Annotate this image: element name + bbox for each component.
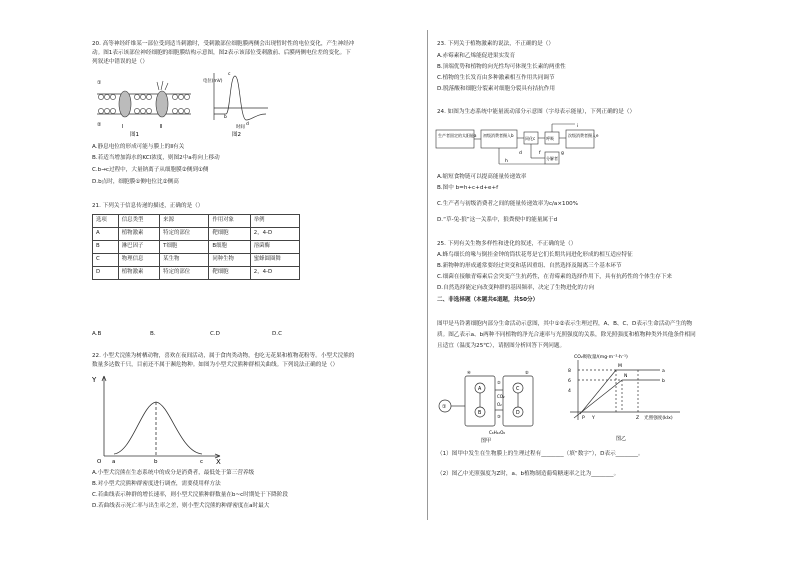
q26-fig-yi-tick-4: 4: [568, 389, 571, 394]
table-cell: 靶细胞: [209, 228, 250, 241]
q20-fig2-caption: 图2: [232, 132, 241, 138]
q26-line-2: 质。图乙表示a、b两种不同植物的净光合速率与光照强度的关系，除光照强度和植物种类外其他条件相同: [437, 332, 696, 338]
q25-option-b: B.新物种的形成通常要经过突变和基因重组、自然选择及隔离三个基本环节: [437, 263, 622, 269]
section-2-heading: 二、非选择题（本题共6道题，共50分）: [437, 297, 539, 303]
q22-option-b: B.对小型犬浣熊种群密度进行调查，需要使用样方法: [92, 481, 221, 487]
table-cell: 2，4-D: [250, 228, 299, 241]
svg-text:Ⅱ: Ⅱ: [160, 124, 163, 130]
q22-line-1: 22. 小型犬浣熊为树栖动物，喜欢在夜间活动，属于食肉类动物，也吃无花果和植物花粉等。小型犬浣熊的: [92, 353, 355, 359]
q22-graph-origin: O: [97, 459, 102, 465]
q26-fig-yi-point-m: M: [618, 364, 622, 369]
q26-fig-jia-label-2: ②: [497, 380, 501, 385]
q24-option-c: C.生产者与初级消费者之间的能量传递效率为c/a×100%: [437, 201, 579, 207]
q22-option-d: D.若曲线表示死亡率与出生率之差，则小型犬浣熊的种群密度在a时最大: [92, 503, 270, 509]
q24-box-producer: 生产者固定的太阳能a: [438, 133, 477, 138]
q26-fig-jia-label-b: B: [478, 411, 482, 416]
table-cell: 2，4-D: [250, 267, 299, 280]
q21-answer-a: A.B: [92, 331, 102, 337]
q22-option-c: C.若曲线表示种群的增长速率，则小型犬浣熊种群数量在b~c时期处于下降阶段: [92, 492, 288, 498]
q26-line-3: 且适宜（温度为25℃），请据图分析回答下列问题。: [437, 343, 566, 349]
q20-option-b: B.若适当增加海水的KCl浓度，则图2中a将向上移动: [92, 155, 220, 161]
q21-answer-b: B.: [150, 331, 156, 337]
q24-letter-g: g: [561, 151, 564, 156]
svg-text:c: c: [228, 72, 231, 77]
q21-stem: 21. 下列关于信息传递的描述，正确的是（）: [92, 203, 204, 209]
q22-graph-tick-a: a: [112, 459, 116, 465]
q23-option-b: B.顶端优势和植物的向光性均可体现生长素的两重性: [437, 64, 566, 70]
q24-letter-d: d: [519, 151, 522, 156]
q26-fig-yi-caption: 图乙: [616, 436, 627, 442]
column-divider: [427, 30, 428, 520]
svg-text:b: b: [224, 115, 227, 120]
q21-answer-c: C.D: [210, 331, 220, 337]
q24-energy-flow-diagram: [435, 120, 599, 170]
q26-fig-jia-label-5: ⑤: [525, 370, 529, 375]
svg-text:②: ②: [97, 122, 102, 128]
q26-line-1: 图甲是马铃薯细胞内部分生命活动示意图，其中①②表示生理过程，A、B、C、D表示生命活动产生的物: [437, 321, 693, 327]
q21-table: [92, 214, 300, 280]
q20-fig2-ylabel: 电位(mV): [203, 79, 223, 84]
q26-fig-jia-label-3: ③: [497, 414, 501, 419]
q26-fig-jia-label-d: D: [516, 411, 520, 416]
q22-population-curve: [92, 372, 227, 464]
q20-fig1-membrane: [95, 68, 195, 138]
q21-answer-d: D.C: [272, 331, 282, 337]
q26-fig-yi-series-a: a: [662, 369, 665, 374]
table-row: [93, 228, 300, 241]
q21-header-cell: 选项: [93, 215, 119, 228]
table-cell: B细胞: [209, 241, 250, 254]
q23-option-a: A.赤霉素和乙烯能促进果实发育: [437, 53, 516, 59]
q26-fig-jia-diagram: [437, 362, 537, 444]
table-cell: 某生物: [160, 254, 209, 267]
q24-letter-i: i: [577, 124, 579, 129]
q21-header-cell: 举例: [250, 215, 299, 228]
q26-fig-yi-graph: [560, 352, 685, 444]
q24-stem: 24. 如图为生态系统中能量流动部分示意图（字母表示能量），下列正确的是（）: [437, 109, 636, 115]
q26-fig-yi-tick-6: 6: [568, 379, 571, 384]
svg-text:①: ①: [97, 80, 102, 86]
q26-fig-yi-tick-8: 8: [568, 369, 571, 374]
table-row: [93, 254, 300, 267]
q26-fig-jia-label-c: C: [516, 387, 520, 392]
q26-sub-1: （1）图甲中发生在生物膜上的生理过程有________（填“数字”），D表示________。: [437, 451, 644, 457]
q26-fig-jia-label-4: ④: [467, 370, 471, 375]
table-cell: D: [93, 267, 119, 280]
q26-fig-jia-co2: CO₂: [497, 394, 505, 399]
q21-header-cell: 作用对象: [209, 215, 250, 228]
q20-fig2-xlabel: 时间: [236, 125, 245, 130]
q20-line-3: 列叙述中错误的是（）: [92, 59, 148, 65]
q24-box-assimilation: 同化c: [525, 136, 536, 141]
q26-fig-jia-label-a: A: [478, 387, 482, 392]
table-cell: 物理信息: [118, 254, 159, 267]
q25-option-c: C.细菌在接触青霉素后会突变产生抗药性，在青霉素的选择作用下，具有抗药性的个体生存下来: [437, 274, 673, 280]
q26-fig-yi-point-z: Z: [636, 416, 640, 421]
q26-fig-yi-point-y: Y: [592, 416, 595, 421]
table-cell: 淋巴因子: [118, 241, 159, 254]
q20-option-a: A.静息电位的形成可能与膜上的Ⅱ有关: [92, 144, 185, 150]
q25-option-d: D.自然选择能定向改变种群的基因频率，决定了生物进化的方向: [437, 285, 595, 291]
q22-graph-x-label: X: [216, 458, 221, 466]
q26-fig-yi-point-n: N: [624, 374, 628, 379]
table-cell: 特定的部位: [160, 228, 209, 241]
q24-box-decomposer: 分解者: [546, 156, 558, 161]
table-cell: B: [93, 241, 119, 254]
q26-fig-jia-glucose: C₆H₁₂O₆: [489, 430, 506, 435]
table-cell: 溶菌酶: [250, 241, 299, 254]
table-cell: C: [93, 254, 119, 267]
q22-option-a: A.小型犬浣熊在生态系统中的成分是消费者，最低处于第三营养级: [92, 470, 255, 476]
q21-header-cell: 信息类型: [118, 215, 159, 228]
table-cell: T细胞: [160, 241, 209, 254]
table-cell: 靶细胞: [209, 267, 250, 280]
q20-line-2: 动。图1表示该部位神经细胞的细胞膜结构示意图，图2表示该部位受刺激前、后膜两侧电位差的变化。下: [92, 50, 351, 56]
q24-box-primary: 初级消费者摄入b: [483, 133, 514, 138]
q23-option-d: D.脱落酸和细胞分裂素对细胞分裂具有拮抗作用: [437, 86, 555, 92]
table-cell: 植物激素: [118, 228, 159, 241]
q21-table-header: [93, 215, 300, 228]
q26-fig-yi-ylabel: CO₂吸收量/(mg·m⁻²·h⁻¹): [574, 355, 628, 360]
table-cell: 同种生物: [209, 254, 250, 267]
q25-stem: 25. 下列有关生物多样性和进化的叙述，不正确的是（）: [437, 241, 577, 247]
q22-graph-tick-c: c: [200, 459, 204, 465]
q26-fig-jia-caption: 图甲: [481, 438, 492, 444]
table-cell: A: [93, 228, 119, 241]
q24-letter-f: f: [539, 151, 541, 156]
q25-option-a: A.蜂鸟细长的喙与倒挂金钟的筒状花萼是它们长期共同进化形成的相互适应特征: [437, 252, 633, 258]
q24-option-b: B.图中 b=h+c+d+e+f: [437, 185, 499, 191]
q26-fig-yi-xlabel: 光照强度(klx): [644, 416, 673, 421]
q22-graph-tick-b: b: [154, 459, 158, 465]
q22-graph-y-label: Y: [92, 376, 97, 384]
q24-option-a: A.缩短食物链可以提高能量传递效率: [437, 174, 527, 180]
q20-fig1-caption: 图1: [130, 132, 139, 138]
q22-line-2: 数量多达数千只，目前还不属于濒危物种。如图为小型犬浣熊种群相关曲线。下列说法正确的是（）: [92, 362, 339, 368]
table-row: [93, 241, 300, 254]
q23-option-c: C.植物的生长发育由多种激素相互作用共同调节: [437, 75, 555, 81]
q26-fig-jia-o2: O₂: [497, 402, 502, 407]
q26-fig-jia-label-1: ①: [442, 404, 447, 410]
q20-option-c: C.b→c过程中，大量钠离子从细胞膜②侧到①侧: [92, 167, 209, 173]
q24-option-d: D.“草-兔-狼”这一关系中，狼粪便中的能量属于d: [437, 217, 558, 223]
q26-fig-yi-series-b: b: [662, 379, 665, 384]
q20-option-d: D.b点时，细胞膜①侧电位比②侧高: [92, 179, 179, 185]
table-cell: 特定的部位: [160, 267, 209, 280]
q24-letter-h: h: [505, 159, 508, 164]
q26-fig-yi-point-p: P: [582, 416, 585, 421]
q26-sub-2: （2）图乙中光照强度为Z时，a、b植物制造葡萄糖速率之比为________。: [437, 471, 620, 477]
q23-stem: 23. 下列关于植物激素的说法，不正确的是（）: [437, 41, 554, 47]
table-cell: 蜜蜂圆圈舞: [250, 254, 299, 267]
svg-text:Ⅰ: Ⅰ: [122, 124, 124, 130]
q24-box-secondary: 次级消费者摄入e: [568, 133, 599, 138]
q21-header-cell: 来源: [160, 215, 209, 228]
table-row: [93, 267, 300, 280]
svg-text:d: d: [246, 122, 249, 127]
q24-box-respiration: 呼吸: [546, 136, 554, 141]
q20-fig2-potential-graph: [202, 68, 272, 138]
q20-line-1: 20. 高等神经纤维某一部位受到适当刺激时，受刺激部位细胞膜两侧会出现暂时性的电位变化，产生神经冲: [92, 41, 355, 47]
table-cell: 植物激素: [118, 267, 159, 280]
